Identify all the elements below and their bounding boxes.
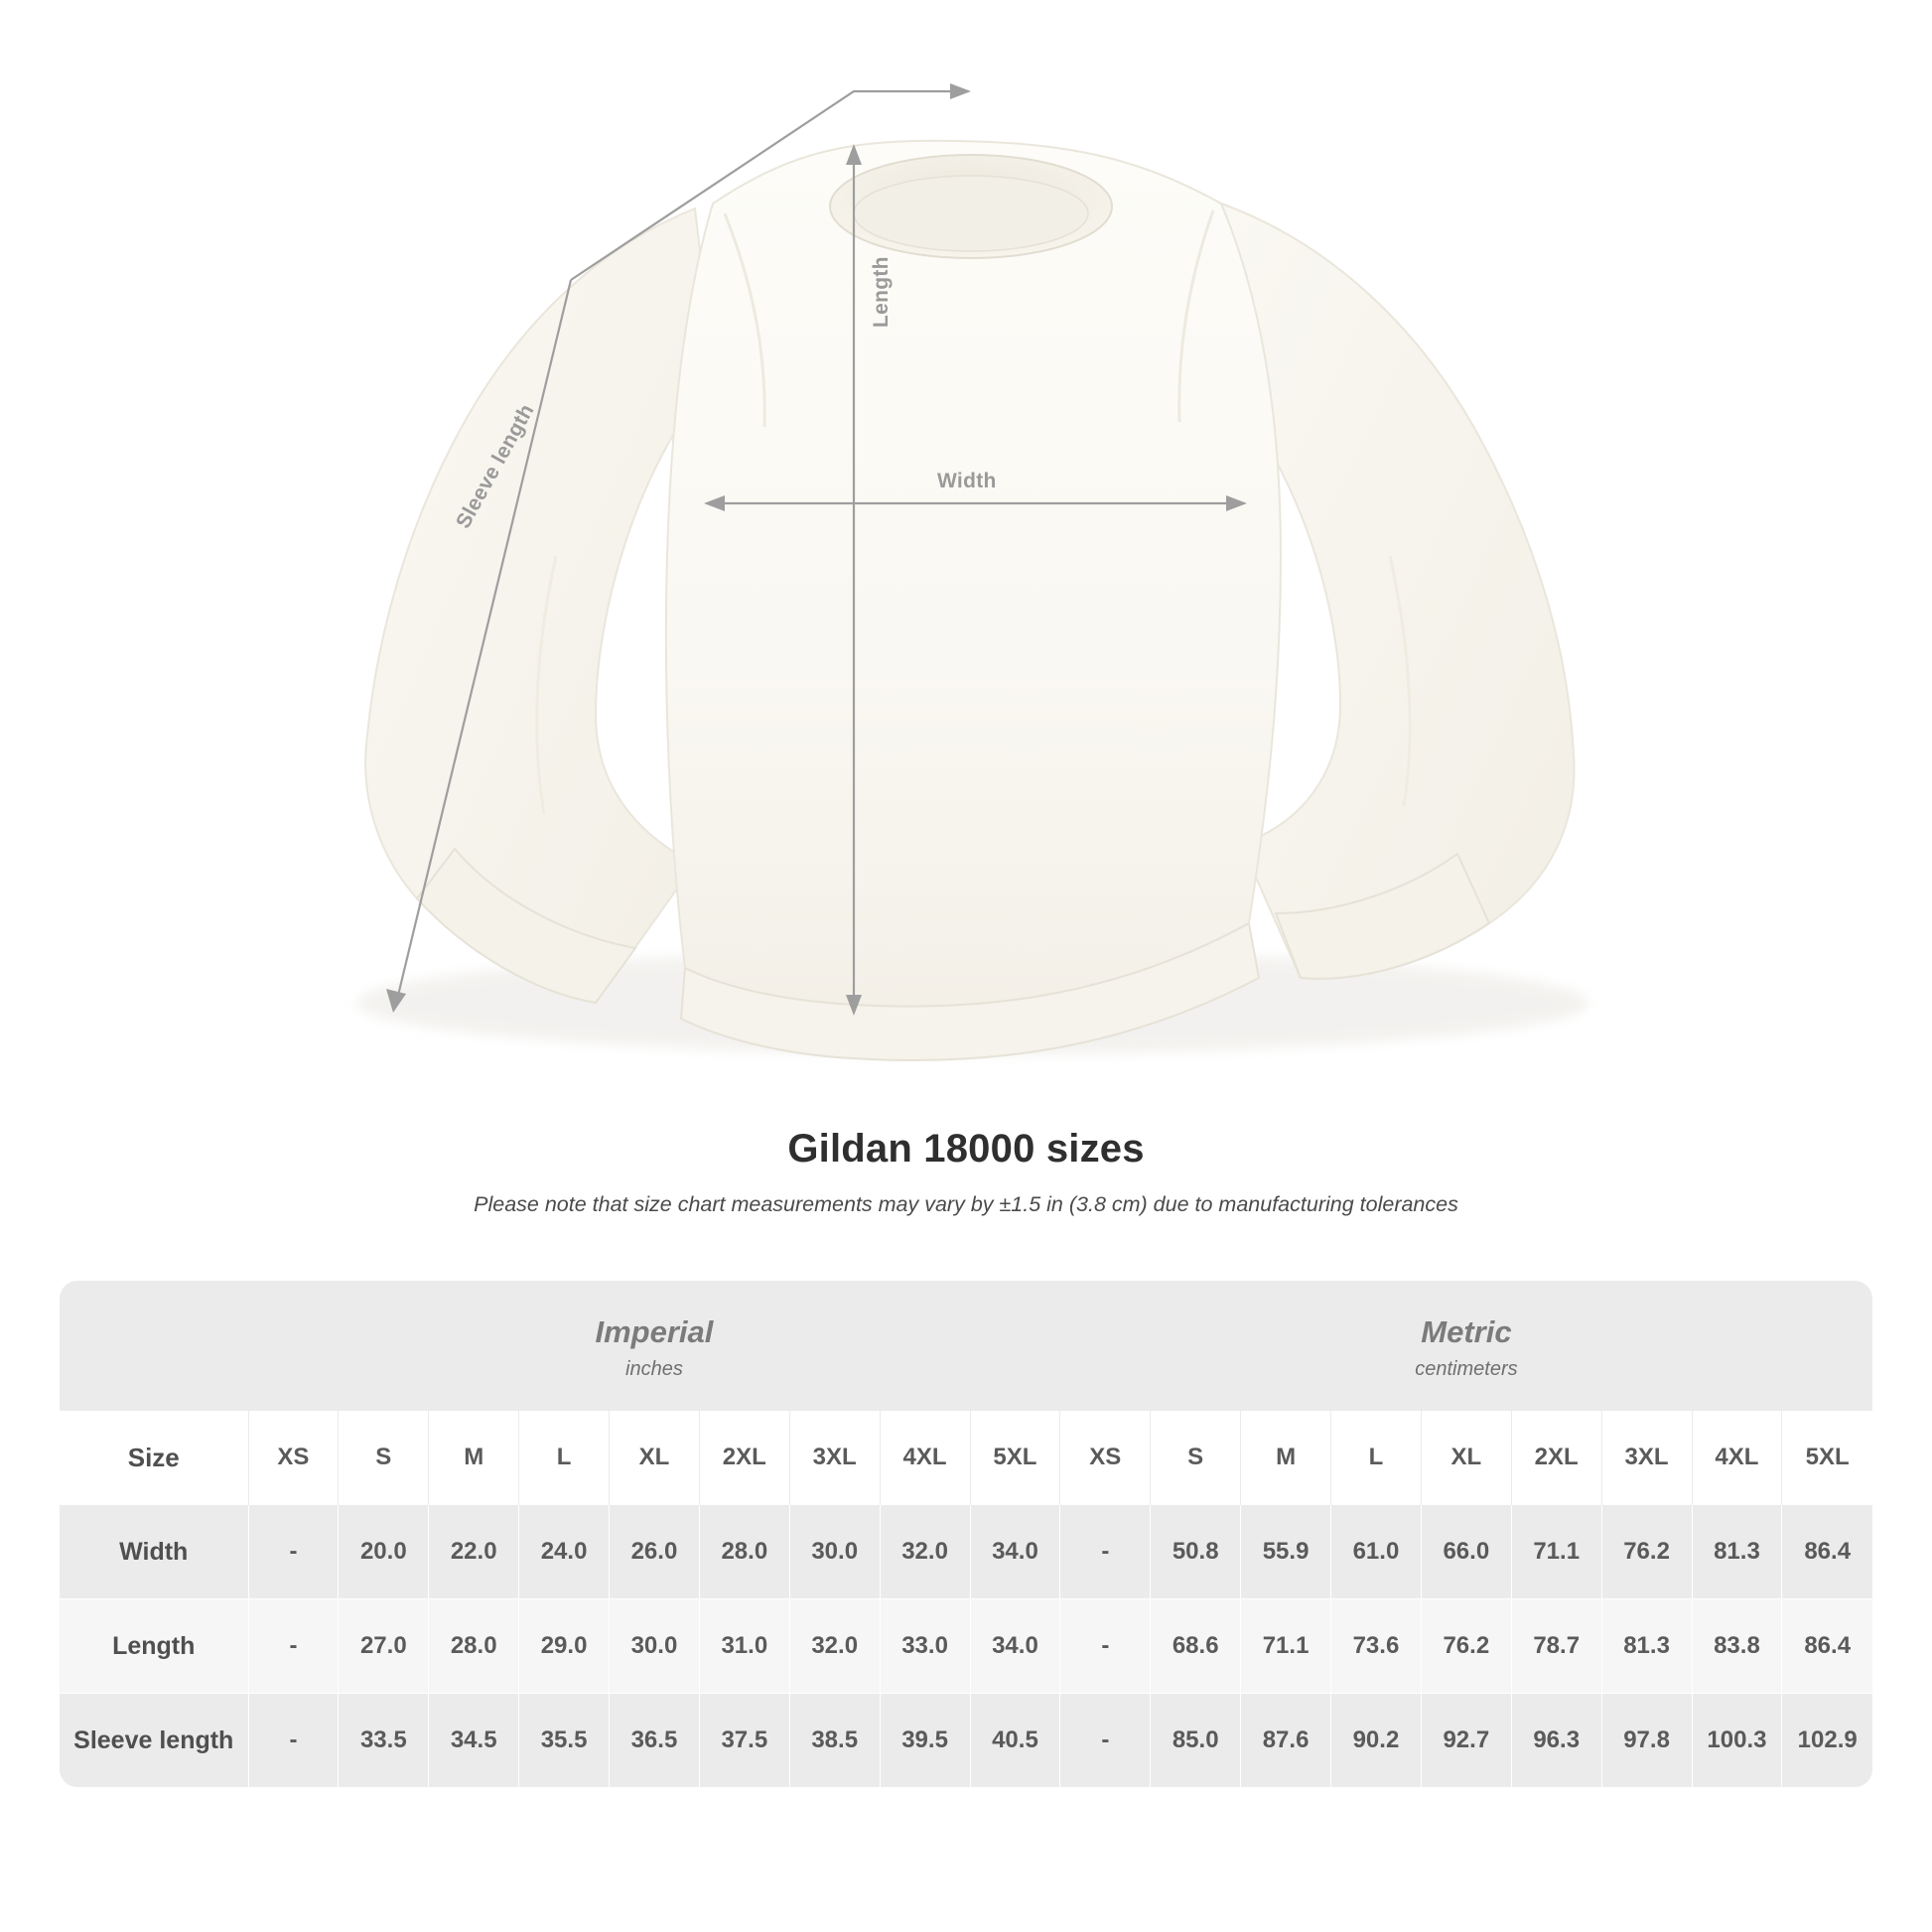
size-header-metric-m: M [1241,1411,1331,1505]
cell-imperial-sleeve-length-2xl: 37.5 [699,1694,789,1788]
unit-system-subtitle: inches [625,1358,683,1380]
row-header-width: Width [60,1505,248,1599]
cell-imperial-sleeve-length-4xl: 39.5 [880,1694,970,1788]
cell-metric-sleeve-length-2xl: 96.3 [1511,1694,1601,1788]
cell-imperial-length-m: 28.0 [429,1599,519,1694]
cell-metric-sleeve-length-5xl: 102.9 [1782,1694,1872,1788]
cell-imperial-sleeve-length-3xl: 38.5 [789,1694,880,1788]
size-header-metric-4xl: 4XL [1692,1411,1782,1505]
size-header-row [60,1411,1872,1505]
size-chart-table [60,1281,1872,1787]
cell-metric-width-5xl: 86.4 [1782,1505,1872,1599]
size-header-imperial-3xl: 3XL [789,1411,880,1505]
cell-imperial-length-4xl: 33.0 [880,1599,970,1694]
cell-imperial-width-l: 24.0 [519,1505,610,1599]
cell-metric-width-3xl: 76.2 [1601,1505,1692,1599]
cell-imperial-sleeve-length-xs: - [248,1694,339,1788]
unit-system-subtitle: centimeters [1415,1358,1518,1380]
size-header-metric-xl: XL [1421,1411,1511,1505]
cell-metric-length-2xl: 78.7 [1511,1599,1601,1694]
size-column-header: Size [60,1411,248,1505]
page-title: Gildan 18000 sizes [787,1127,1145,1171]
cell-metric-length-m: 71.1 [1241,1599,1331,1694]
cell-metric-length-4xl: 83.8 [1692,1599,1782,1694]
left-sleeve [365,208,715,1003]
cell-imperial-width-xs: - [248,1505,339,1599]
width-measure-label: Width [937,470,997,492]
cell-imperial-sleeve-length-xl: 36.5 [610,1694,700,1788]
title-block [0,1127,1932,1217]
size-header-metric-2xl: 2XL [1511,1411,1601,1505]
cell-imperial-sleeve-length-5xl: 40.5 [970,1694,1060,1788]
cell-imperial-length-l: 29.0 [519,1599,610,1694]
tolerance-note: Please note that size chart measurements may vary by ±1.5 in (3.8 cm) due to manufacturing tolerances [474,1192,1458,1216]
cell-metric-length-xs: - [1060,1599,1151,1694]
cell-imperial-length-3xl: 32.0 [789,1599,880,1694]
collar-inner [854,176,1088,251]
unit-system-name: Imperial [595,1314,714,1349]
cell-imperial-width-5xl: 34.0 [970,1505,1060,1599]
table-row [60,1599,1872,1694]
cell-metric-sleeve-length-m: 87.6 [1241,1694,1331,1788]
size-header-imperial-4xl: 4XL [880,1411,970,1505]
cell-metric-sleeve-length-l: 90.2 [1331,1694,1422,1788]
size-header-metric-s: S [1151,1411,1241,1505]
cell-metric-sleeve-length-s: 85.0 [1151,1694,1241,1788]
cell-imperial-length-2xl: 31.0 [699,1599,789,1694]
size-header-metric-5xl: 5XL [1782,1411,1872,1505]
unit-system-name: Metric [1421,1314,1512,1349]
cell-imperial-width-xl: 26.0 [610,1505,700,1599]
cell-imperial-width-2xl: 28.0 [699,1505,789,1599]
cell-metric-length-l: 73.6 [1331,1599,1422,1694]
size-header-imperial-5xl: 5XL [970,1411,1060,1505]
size-header-imperial-m: M [429,1411,519,1505]
cell-metric-width-m: 55.9 [1241,1505,1331,1599]
size-header-metric-l: L [1331,1411,1422,1505]
cell-imperial-sleeve-length-m: 34.5 [429,1694,519,1788]
sweatshirt-body [666,141,1281,1007]
cell-metric-width-l: 61.0 [1331,1505,1422,1599]
size-header-imperial-s: S [339,1411,429,1505]
unit-system-header-metric [1060,1281,1872,1411]
size-header-metric-3xl: 3XL [1601,1411,1692,1505]
cell-imperial-width-3xl: 30.0 [789,1505,880,1599]
sleeve-measure-label: Sleeve length [452,400,539,533]
cell-metric-width-2xl: 71.1 [1511,1505,1601,1599]
cell-metric-length-3xl: 81.3 [1601,1599,1692,1694]
size-header-imperial-2xl: 2XL [699,1411,789,1505]
unit-system-header-imperial [248,1281,1060,1411]
table-row [60,1505,1872,1599]
length-measure-label: Length [870,256,893,328]
cell-imperial-width-m: 22.0 [429,1505,519,1599]
table-row [60,1694,1872,1788]
row-header-length: Length [60,1599,248,1694]
cell-metric-sleeve-length-3xl: 97.8 [1601,1694,1692,1788]
cell-metric-width-xl: 66.0 [1421,1505,1511,1599]
size-header-imperial-l: L [519,1411,610,1505]
cell-metric-length-5xl: 86.4 [1782,1599,1872,1694]
size-header-imperial-xl: XL [610,1411,700,1505]
cell-metric-length-xl: 76.2 [1421,1599,1511,1694]
cell-metric-sleeve-length-4xl: 100.3 [1692,1694,1782,1788]
cell-imperial-sleeve-length-l: 35.5 [519,1694,610,1788]
cell-imperial-length-s: 27.0 [339,1599,429,1694]
cell-imperial-length-5xl: 34.0 [970,1599,1060,1694]
size-header-imperial-xs: XS [248,1411,339,1505]
cell-metric-width-4xl: 81.3 [1692,1505,1782,1599]
cell-imperial-length-xl: 30.0 [610,1599,700,1694]
cell-imperial-width-s: 20.0 [339,1505,429,1599]
cell-imperial-width-4xl: 32.0 [880,1505,970,1599]
cell-metric-sleeve-length-xl: 92.7 [1421,1694,1511,1788]
cell-imperial-length-xs: - [248,1599,339,1694]
cell-metric-length-s: 68.6 [1151,1599,1241,1694]
unit-system-row [60,1281,1872,1411]
row-header-sleeve-length: Sleeve length [60,1694,248,1788]
cell-metric-width-xs: - [1060,1505,1151,1599]
size-header-metric-xs: XS [1060,1411,1151,1505]
cell-metric-width-s: 50.8 [1151,1505,1241,1599]
cell-metric-sleeve-length-xs: - [1060,1694,1151,1788]
cell-imperial-sleeve-length-s: 33.5 [339,1694,429,1788]
unit-row-spacer [60,1281,248,1411]
